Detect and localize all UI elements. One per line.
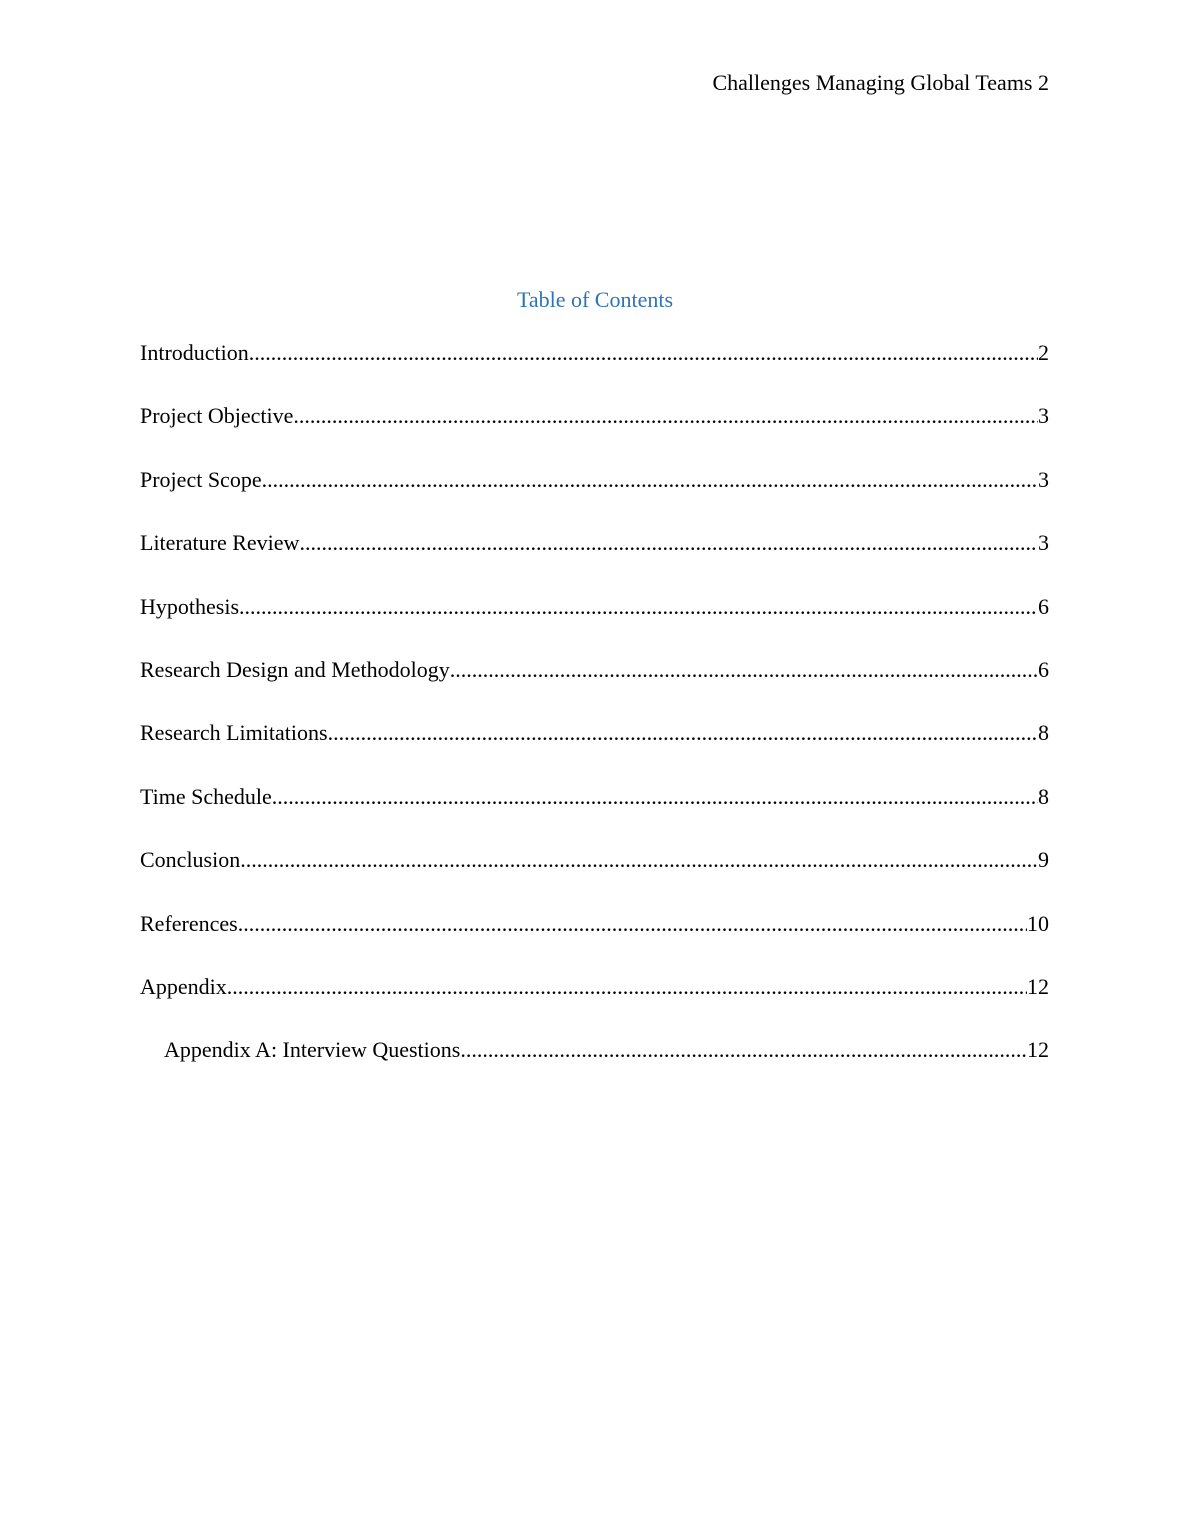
- toc-dot-leader: [272, 782, 1038, 812]
- toc-entry-label: Literature Review: [140, 530, 300, 556]
- toc-entry-label: References: [140, 910, 238, 936]
- toc-entry-page: 12: [1027, 973, 1049, 999]
- toc-dot-leader: [239, 592, 1038, 622]
- toc-dot-leader: [450, 655, 1038, 685]
- toc-entry-label: Time Schedule: [140, 783, 272, 809]
- toc-entry-project-scope[interactable]: [140, 465, 1049, 528]
- toc-entry-page: 9: [1038, 847, 1049, 873]
- toc-dot-leader: [293, 401, 1038, 431]
- running-head: Challenges Managing Global Teams 2: [712, 70, 1049, 95]
- toc-dot-leader: [227, 972, 1027, 1002]
- toc-entry-label: Research Design and Methodology: [140, 656, 450, 682]
- toc-entry-page: 8: [1038, 783, 1049, 809]
- toc-entry-introduction[interactable]: [140, 338, 1049, 401]
- toc-dot-leader: [460, 1035, 1027, 1065]
- toc-dot-leader: [299, 528, 1038, 558]
- toc-entry-page: 6: [1038, 593, 1049, 619]
- toc-entry-page: 10: [1027, 910, 1049, 936]
- toc-entry-research-limitations[interactable]: [140, 718, 1049, 781]
- toc-entry-label: Research Limitations: [140, 720, 328, 746]
- toc-entry-page: 12: [1027, 1037, 1049, 1063]
- toc-entry-page: 3: [1038, 466, 1049, 492]
- toc-dot-leader: [262, 465, 1038, 495]
- toc-dot-leader: [328, 718, 1038, 748]
- toc-entry-time-schedule[interactable]: [140, 782, 1049, 845]
- toc-list: [140, 338, 1049, 1099]
- toc-entry-label: Project Scope: [140, 466, 262, 492]
- toc-entry-appendix-a[interactable]: [140, 1035, 1049, 1098]
- toc-entry-conclusion[interactable]: [140, 845, 1049, 908]
- toc-title: Table of Contents: [516, 287, 674, 312]
- toc-dot-leader: [249, 338, 1038, 368]
- toc-entry-label: Appendix A: Interview Questions: [164, 1037, 461, 1063]
- toc-entry-label: Appendix: [140, 973, 227, 999]
- toc-entry-label: Project Objective: [140, 403, 294, 429]
- toc-entry-references[interactable]: [140, 909, 1049, 972]
- toc-entry-label: Hypothesis: [140, 593, 239, 619]
- toc-entry-hypothesis[interactable]: [140, 592, 1049, 655]
- toc-entry-literature-review[interactable]: [140, 528, 1049, 591]
- toc-entry-page: 3: [1038, 403, 1049, 429]
- toc-entry-research-design[interactable]: [140, 655, 1049, 718]
- toc-entry-label: Introduction: [140, 340, 249, 365]
- toc-entry-label: Conclusion: [140, 847, 241, 873]
- toc-dot-leader: [238, 909, 1027, 939]
- toc-dot-leader: [240, 845, 1038, 875]
- toc-entry-page: 2: [1038, 340, 1049, 365]
- toc-entry-page: 8: [1038, 720, 1049, 746]
- toc-entry-page: 6: [1038, 656, 1049, 682]
- toc-entry-project-objective[interactable]: [140, 401, 1049, 464]
- toc-entry-appendix[interactable]: [140, 972, 1049, 1035]
- toc-entry-page: 3: [1038, 530, 1049, 556]
